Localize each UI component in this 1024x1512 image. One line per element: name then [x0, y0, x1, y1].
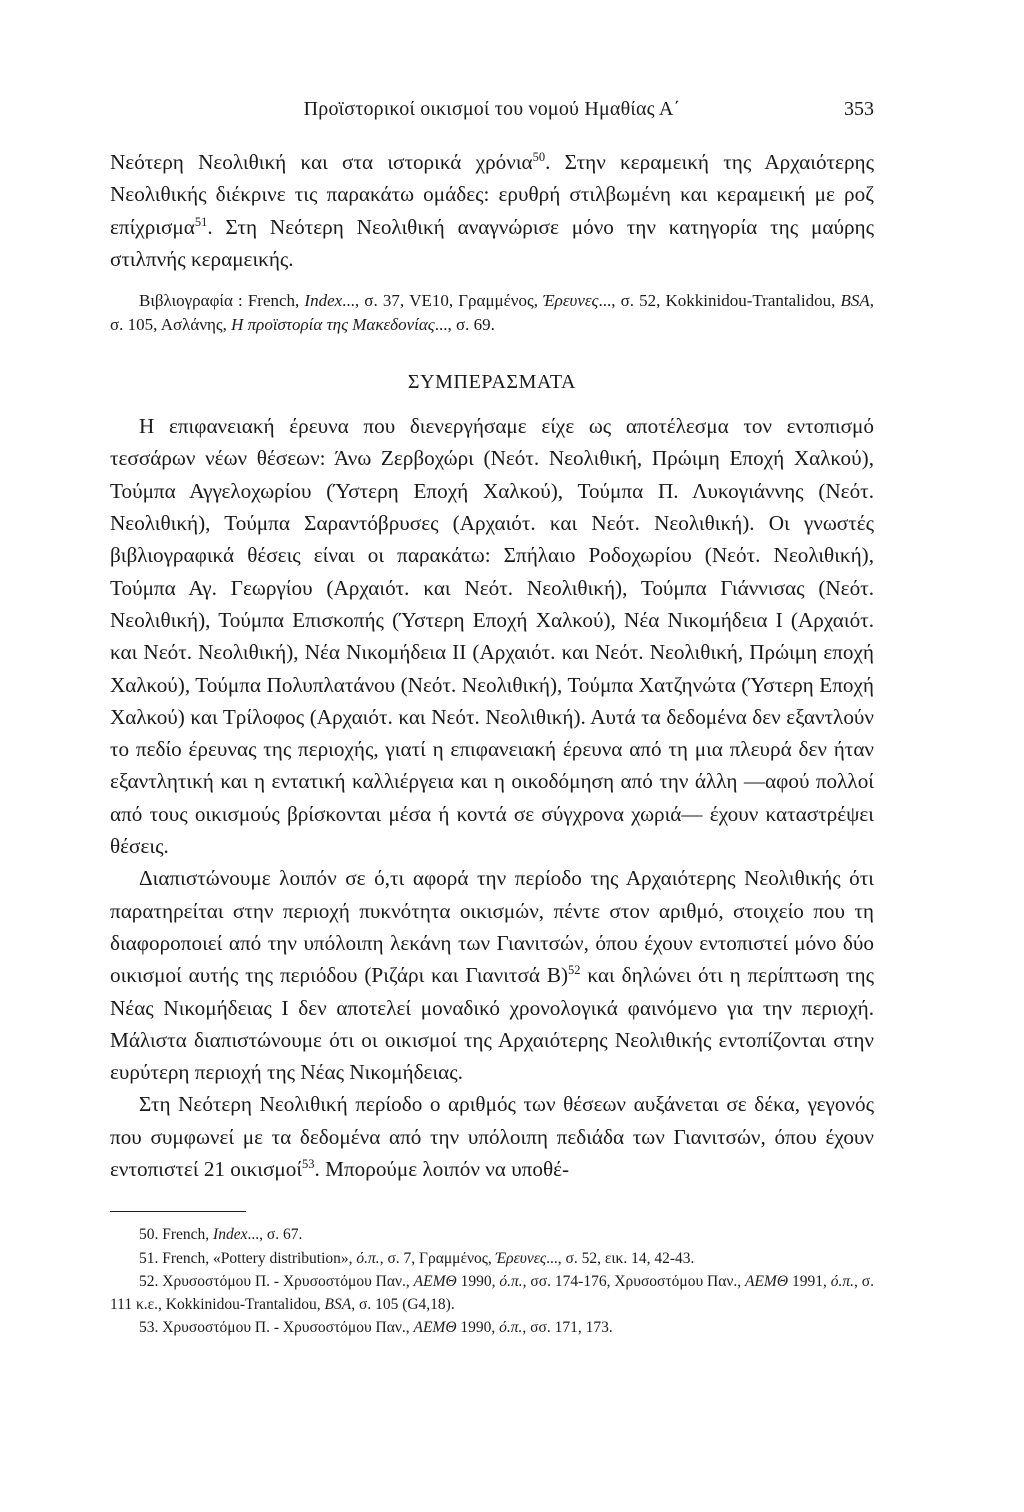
italic-title: Index: [213, 1226, 248, 1244]
footnote-ref-53: 53: [302, 1157, 315, 1172]
text-segment: ..., σ. 67.: [247, 1226, 303, 1244]
conclusion-paragraph-2: [110, 862, 874, 1088]
italic-title: BSA: [324, 1295, 352, 1313]
text-segment: . Στην κεραμεική της Αρχαιότερης Νεολιθικής διέκρινε τις παρακάτω ομάδες: ερυθρή στιλβωμένη και κεραμεική με ροζ επίχρισμα: [110, 150, 875, 239]
text-segment: 50. French,: [139, 1226, 214, 1244]
footnote-ref-51: 51: [194, 214, 208, 229]
text-segment: ..., σ. 52, Kokkinidou-Trantalidou,: [598, 291, 841, 311]
text-segment: ..., σ. 37, VE10, Γραμμένος,: [342, 291, 544, 311]
italic-title: BSA: [840, 291, 870, 311]
italic-title: ΑΕΜΘ: [745, 1272, 789, 1290]
text-segment: και δηλώνει ότι η περίπτωση της Νέας Νικομήδειας Ι δεν αποτελεί μοναδικό χρονολογικά φαινόμενο για την περιοχή. Μάλιστα διαπιστώνουμε ότι οι οικισμοί της Αρχαιότερης Νεολιθικής εντοπίζονται στην ευρύτερη περιοχή της Νέας Νικομήδειας.: [110, 963, 874, 1085]
italic-title: ό.π.: [499, 1319, 523, 1337]
italic-title: ΑΕΜΘ: [413, 1272, 457, 1290]
text-segment: . Μπορούμε λοιπόν να υποθέ-: [314, 1157, 570, 1182]
conclusion-paragraph-3: [110, 1088, 874, 1185]
section-heading: ΣΥΜΠΕΡΑΣΜΑΤΑ: [407, 371, 577, 394]
footnote-divider: [110, 1211, 246, 1212]
running-title: Προϊστορικοί οικισμοί του νομού Ημαθίας Α΄: [303, 98, 681, 120]
text-segment: 52. Χρυσοστόμου Π. - Χρυσοστόμου Παν.,: [139, 1272, 414, 1290]
bibliography-line: [110, 289, 874, 337]
page-number: 353: [844, 98, 874, 120]
running-head: [110, 92, 874, 132]
text-segment: ..., σ. 52, εικ. 14, 42-43.: [546, 1249, 695, 1267]
continuation-paragraph: [110, 146, 874, 275]
text-segment: , σ. 7, Γραμμένος,: [379, 1249, 496, 1267]
text-segment: Διαπιστώνουμε λοιπόν σε ό,τι αφορά την περίοδο της Αρχαιότερης Νεολιθικής ότι παρατηρείται στην περιοχή πυκνότητα οικισμών, πέντε στον αριθμό, στοιχείο που τη διαφοροποιεί από την υπόλοιπη λεκάνη των Γιανιτσών, όπου έχουν εντοπιστεί μόνο δύο οικισμοί αυτής της περιόδου (Ριζάρι και Γιανιτσά Β): [110, 866, 874, 988]
text-segment: ..., σ. 69.: [434, 315, 495, 335]
footnote-ref-52: 52: [568, 963, 581, 978]
footnote-50: [110, 1223, 874, 1246]
footnote-53: [110, 1316, 874, 1339]
text-segment: 1990,: [456, 1319, 500, 1337]
footnote-52: [110, 1270, 874, 1316]
text-segment: , σ. 105 (G4,18).: [351, 1295, 455, 1313]
italic-title: ό.π.: [356, 1249, 380, 1267]
italic-title: ΑΕΜΘ: [413, 1319, 457, 1337]
text-segment: , σσ. 171, 173.: [522, 1319, 613, 1337]
text-segment: . Στη Νεότερη Νεολιθική αναγνώρισε μόνο την κατηγορία της μαύρης στιλπνής κεραμεικής.: [110, 214, 874, 271]
italic-title: Έρευνες: [543, 291, 599, 311]
italic-title: Η προϊστορία της Μακεδονίας: [231, 315, 435, 335]
text-segment: 1990,: [456, 1272, 500, 1290]
text-segment: Στη Νεότερη Νεολιθική περίοδο ο αριθμός των θέσεων αυξάνεται σε δέκα, γεγονός που συμφωνεί με τα δεδομένα από την υπόλοιπη πεδιάδα των Γιανιτσών, όπου έχουν εντοπιστεί 21 οικισμοί: [110, 1092, 874, 1182]
text-segment: , σσ. 174-176, Χρυσοστόμου Παν.,: [522, 1272, 745, 1290]
page: [110, 92, 874, 1339]
text-segment: 51. French, «Pottery distribution»,: [139, 1249, 357, 1267]
text-segment: , σ. 105, Ασλάνης,: [110, 291, 874, 335]
conclusion-paragraph-1: Η επιφανειακή έρευνα που διενεργήσαμε είχε ως αποτέλεσμα τον εντοπισμό τεσσάρων νέων θέσεων: Άνω Ζερβοχώρι (Νεότ. Νεολιθική, Πρώιμη Εποχή Χαλκού), Τούμπα Αγγελοχωρίου (Ύστερη Εποχή Χαλκού), Τούμπα Π. Λυκογιάννης (Νεότ. Νεολιθική), Τούμπα Σαραντόβρυσες (Αρχαιότ. και Νεότ. Νεολιθική). Οι γνωστές βιβλιογραφικά θέσεις είναι οι παρακάτω: Σπήλαιο Ροδοχωρίου (Νεότ. Νεολιθική), Τούμπα Αγ. Γεωργίου (Αρχαιότ. και Νεότ. Νεολιθική), Τούμπα Γιάννισας (Νεότ. Νεολιθική), Τούμπα Επισκοπής (Ύστερη Εποχή Χαλκού), Νέα Νικομήδεια Ι (Αρχαιότ. και Νεότ. Νεολιθική), Νέα Νικομήδεια ΙΙ (Αρχαιότ. και Νεότ. Νεολιθική, Πρώιμη εποχή Χαλκού), Τούμπα Πολυπλατάνου (Νεότ. Νεολιθική), Τούμπα Χατζηνώτα (Ύστερη Εποχή Χαλκού) και Τρίλοφος (Αρχαιότ. και Νεότ. Νεολιθική). Αυτά τα δεδομένα δεν εξαντλούν το πεδίο έρευνας της περιοχής, γιατί η επιφανειακή έρευνα από τη μια πλευρά δεν ήταν εξαντλητική και η εντατική καλλιέργεια και η οικοδόμηση από την άλλη —αφού πολλοί από τους οικισμούς βρίσκονται μέσα ή κοντά σε σύγχρονα χωριά— έχουν καταστρέψει θέσεις.: [110, 414, 874, 859]
italic-title: Index: [304, 291, 343, 311]
text-segment: 1991,: [788, 1272, 831, 1290]
italic-title: ό.π.: [830, 1272, 854, 1290]
text-segment: Νεότερη Νεολιθική και στα ιστορικά χρόνια: [110, 150, 533, 174]
italic-title: ό.π.: [499, 1272, 523, 1290]
text-segment: 53. Χρυσοστόμου Π. - Χρυσοστόμου Παν.,: [139, 1319, 414, 1337]
text-segment: Βιβλιογραφία : French,: [139, 291, 305, 311]
footnote-ref-50: 50: [532, 150, 546, 164]
text-segment: , σ. 111 κ.ε., Kokkinidou-Trantalidou,: [110, 1272, 875, 1313]
italic-title: Έρευνες: [495, 1249, 547, 1267]
footnote-51: [110, 1247, 874, 1270]
